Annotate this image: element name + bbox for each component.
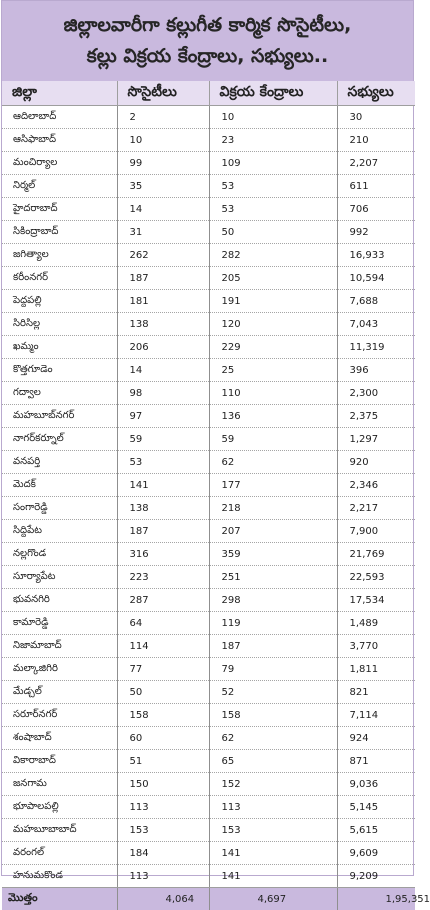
district-cell: మల్కాజిగిరి	[2, 658, 117, 681]
members-cell: 7,688	[337, 290, 415, 313]
sales-centers-cell: 251	[209, 566, 337, 589]
sales-centers-cell: 119	[209, 612, 337, 635]
members-cell: 2,375	[337, 405, 415, 428]
sales-centers-cell: 152	[209, 773, 337, 796]
sales-centers-cell: 282	[209, 244, 337, 267]
societies-cell: 316	[117, 543, 209, 566]
members-cell: 16,933	[337, 244, 415, 267]
societies-cell: 99	[117, 152, 209, 175]
members-cell: 5,145	[337, 796, 415, 819]
district-cell: మంచిర్యాల	[2, 152, 117, 175]
sales-centers-cell: 218	[209, 497, 337, 520]
societies-cell: 14	[117, 359, 209, 382]
header-row	[2, 81, 415, 106]
district-cell: మెదక్	[2, 474, 117, 497]
district-cell: ఆసిఫాబాద్	[2, 129, 117, 152]
members-cell: 396	[337, 359, 415, 382]
members-cell: 2,207	[337, 152, 415, 175]
sales-centers-cell: 79	[209, 658, 337, 681]
members-cell: 9,609	[337, 842, 415, 865]
societies-cell: 97	[117, 405, 209, 428]
table-row	[2, 727, 415, 750]
sales-centers-cell: 109	[209, 152, 337, 175]
members-cell: 7,043	[337, 313, 415, 336]
district-cell: నిర్మల్	[2, 175, 117, 198]
members-cell: 17,534	[337, 589, 415, 612]
members-cell: 920	[337, 451, 415, 474]
table-row	[2, 635, 415, 658]
table-body	[2, 106, 415, 888]
societies-cell: 64	[117, 612, 209, 635]
members-cell: 3,770	[337, 635, 415, 658]
table-row	[2, 842, 415, 865]
table-row	[2, 175, 415, 198]
members-cell: 1,489	[337, 612, 415, 635]
table-row	[2, 819, 415, 842]
sales-centers-cell: 229	[209, 336, 337, 359]
sales-centers-cell: 50	[209, 221, 337, 244]
sales-centers-cell: 53	[209, 198, 337, 221]
societies-cell: 51	[117, 750, 209, 773]
members-cell: 821	[337, 681, 415, 704]
district-cell: హనుమకొండ	[2, 865, 117, 888]
sales-centers-cell: 153	[209, 819, 337, 842]
sales-centers-cell: 25	[209, 359, 337, 382]
table-row	[2, 359, 415, 382]
sales-centers-cell: 207	[209, 520, 337, 543]
sales-centers-cell: 23	[209, 129, 337, 152]
table-row	[2, 796, 415, 819]
table-row	[2, 497, 415, 520]
members-cell: 924	[337, 727, 415, 750]
table-row	[2, 106, 415, 129]
sales-centers-cell: 187	[209, 635, 337, 658]
header-societies: సొసైటీలు	[117, 81, 209, 106]
societies-cell: 113	[117, 865, 209, 888]
societies-cell: 138	[117, 497, 209, 520]
societies-cell: 35	[117, 175, 209, 198]
sales-centers-cell: 52	[209, 681, 337, 704]
members-cell: 7,114	[337, 704, 415, 727]
table-row	[2, 543, 415, 566]
table-row	[2, 681, 415, 704]
table-row	[2, 244, 415, 267]
table-row	[2, 313, 415, 336]
header-district: జిల్లా	[2, 81, 117, 106]
societies-cell: 141	[117, 474, 209, 497]
societies-cell: 262	[117, 244, 209, 267]
district-cell: నాగర్‌కర్నూల్	[2, 428, 117, 451]
table-row	[2, 750, 415, 773]
total-societies: 4,064	[117, 888, 209, 910]
sales-centers-cell: 113	[209, 796, 337, 819]
societies-cell: 153	[117, 819, 209, 842]
district-cell: జగిత్యాల	[2, 244, 117, 267]
members-cell: 706	[337, 198, 415, 221]
table-row	[2, 129, 415, 152]
table-row	[2, 773, 415, 796]
district-cell: సూర్యాపేట	[2, 566, 117, 589]
societies-cell: 184	[117, 842, 209, 865]
table-row	[2, 152, 415, 175]
table-row	[2, 221, 415, 244]
societies-cell: 114	[117, 635, 209, 658]
table-row	[2, 428, 415, 451]
sales-centers-cell: 191	[209, 290, 337, 313]
sales-centers-cell: 62	[209, 727, 337, 750]
societies-cell: 50	[117, 681, 209, 704]
sales-centers-cell: 120	[209, 313, 337, 336]
societies-cell: 59	[117, 428, 209, 451]
societies-cell: 31	[117, 221, 209, 244]
table-header	[2, 81, 415, 106]
members-cell: 7,900	[337, 520, 415, 543]
members-cell: 992	[337, 221, 415, 244]
district-cell: సిద్దిపేట	[2, 520, 117, 543]
members-cell: 2,346	[337, 474, 415, 497]
district-cell: వరంగల్	[2, 842, 117, 865]
societies-cell: 206	[117, 336, 209, 359]
members-cell: 9,036	[337, 773, 415, 796]
district-cell: సంగారెడ్డి	[2, 497, 117, 520]
district-cell: జనగామ	[2, 773, 117, 796]
title-line-2: కల్లు విక్రయ కేంద్రాలు, సభ్యులు..	[87, 41, 328, 72]
district-cell: సికింద్రాబాద్	[2, 221, 117, 244]
district-cell: హైదరాబాద్	[2, 198, 117, 221]
district-cell: కొత్తగూడెం	[2, 359, 117, 382]
district-cell: సరూర్‌నగర్	[2, 704, 117, 727]
district-cell: కరీంనగర్	[2, 267, 117, 290]
societies-cell: 150	[117, 773, 209, 796]
district-cell: నిజామాబాద్	[2, 635, 117, 658]
societies-cell: 77	[117, 658, 209, 681]
sales-centers-cell: 298	[209, 589, 337, 612]
district-cell: పెద్దపల్లి	[2, 290, 117, 313]
total-sales-centers: 4,697	[209, 888, 337, 910]
societies-cell: 10	[117, 129, 209, 152]
table-row	[2, 658, 415, 681]
district-cell: మహబూబ్‌నగర్	[2, 405, 117, 428]
table-row	[2, 865, 415, 888]
table-row	[2, 290, 415, 313]
members-cell: 1,811	[337, 658, 415, 681]
societies-cell: 187	[117, 267, 209, 290]
societies-cell: 158	[117, 704, 209, 727]
table-row	[2, 612, 415, 635]
members-cell: 611	[337, 175, 415, 198]
societies-cell: 287	[117, 589, 209, 612]
members-cell: 22,593	[337, 566, 415, 589]
societies-cell: 181	[117, 290, 209, 313]
district-cell: నల్లగొండ	[2, 543, 117, 566]
sales-centers-cell: 65	[209, 750, 337, 773]
societies-cell: 113	[117, 796, 209, 819]
societies-cell: 14	[117, 198, 209, 221]
sales-centers-cell: 141	[209, 865, 337, 888]
societies-cell: 223	[117, 566, 209, 589]
district-cell: ఆదిలాబాద్	[2, 106, 117, 129]
members-cell: 2,300	[337, 382, 415, 405]
header-members: సభ్యులు	[337, 81, 415, 106]
members-cell: 210	[337, 129, 415, 152]
total-label: మొత్తం	[2, 888, 117, 910]
sales-centers-cell: 158	[209, 704, 337, 727]
header-sales-centers: విక్రయ కేంద్రాలు	[209, 81, 337, 106]
sales-centers-cell: 53	[209, 175, 337, 198]
total-members: 1,95,351	[337, 888, 415, 910]
district-cell: మహబూబాబాద్	[2, 819, 117, 842]
members-cell: 10,594	[337, 267, 415, 290]
table-row	[2, 405, 415, 428]
societies-cell: 60	[117, 727, 209, 750]
sales-centers-cell: 10	[209, 106, 337, 129]
table-row	[2, 566, 415, 589]
district-cell: భువనగిరి	[2, 589, 117, 612]
table-row	[2, 520, 415, 543]
sales-centers-cell: 136	[209, 405, 337, 428]
members-cell: 11,319	[337, 336, 415, 359]
sales-centers-cell: 141	[209, 842, 337, 865]
societies-cell: 98	[117, 382, 209, 405]
societies-cell: 53	[117, 451, 209, 474]
sales-centers-cell: 205	[209, 267, 337, 290]
members-cell: 1,297	[337, 428, 415, 451]
district-cell: వనపర్తి	[2, 451, 117, 474]
table-row	[2, 589, 415, 612]
table-footer	[2, 888, 415, 910]
district-cell: శంషాబాద్	[2, 727, 117, 750]
sales-centers-cell: 62	[209, 451, 337, 474]
district-cell: కామారెడ్డి	[2, 612, 117, 635]
members-cell: 2,217	[337, 497, 415, 520]
district-cell: గద్వాల	[2, 382, 117, 405]
total-row	[2, 888, 415, 910]
members-cell: 871	[337, 750, 415, 773]
district-toddy-societies-infographic	[1, 0, 414, 876]
table-row	[2, 474, 415, 497]
table-row	[2, 198, 415, 221]
district-table	[2, 81, 415, 910]
members-cell: 30	[337, 106, 415, 129]
table-row	[2, 451, 415, 474]
title-banner	[2, 1, 413, 81]
sales-centers-cell: 59	[209, 428, 337, 451]
members-cell: 9,209	[337, 865, 415, 888]
district-cell: వికారాబాద్	[2, 750, 117, 773]
district-cell: సిరిసిల్ల	[2, 313, 117, 336]
sales-centers-cell: 177	[209, 474, 337, 497]
societies-cell: 138	[117, 313, 209, 336]
members-cell: 5,615	[337, 819, 415, 842]
district-cell: మేడ్చల్	[2, 681, 117, 704]
table-row	[2, 267, 415, 290]
sales-centers-cell: 110	[209, 382, 337, 405]
members-cell: 21,769	[337, 543, 415, 566]
table-row	[2, 704, 415, 727]
societies-cell: 2	[117, 106, 209, 129]
district-cell: ఖమ్మం	[2, 336, 117, 359]
societies-cell: 187	[117, 520, 209, 543]
table-row	[2, 382, 415, 405]
title-line-1: జిల్లాలవారీగా కల్లుగీత కార్మిక సొసైటీలు,	[64, 10, 352, 41]
sales-centers-cell: 359	[209, 543, 337, 566]
district-cell: భూపాలపల్లి	[2, 796, 117, 819]
table-row	[2, 336, 415, 359]
